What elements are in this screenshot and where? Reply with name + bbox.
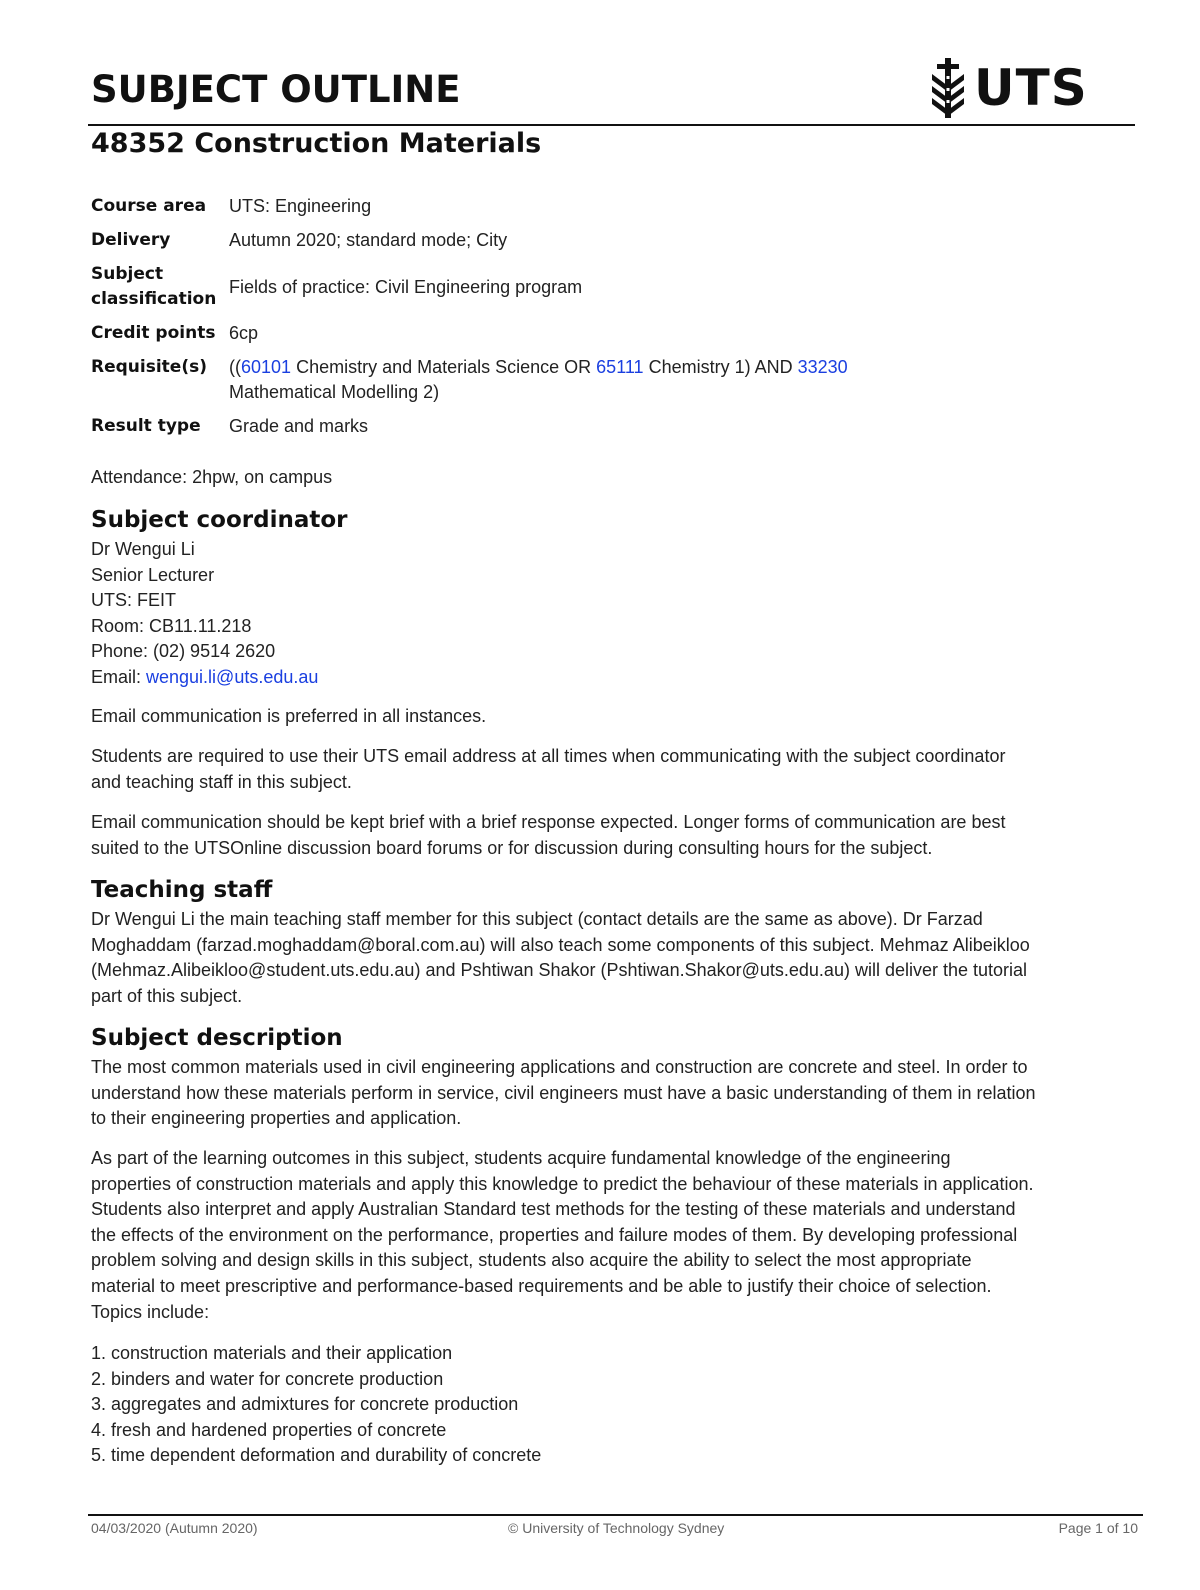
coordinator-room: Room: CB11.11.218 bbox=[91, 615, 252, 636]
header-divider bbox=[88, 124, 1135, 126]
description-p2-line4: the effects of the environment on the performance, properties and failure modes of them. By developing professional bbox=[91, 1224, 1018, 1245]
teaching-staff-line3: (Mehmaz.Alibeikloo@student.uts.edu.au) and Pshtiwan Shakor (Pshtiwan.Shakor@uts.edu.au) will deliver the tutorial bbox=[91, 960, 1028, 981]
list-item: 2. binders and water for concrete production bbox=[91, 1368, 444, 1389]
result-type-row bbox=[91, 414, 1101, 448]
list-item: 3. aggregates and admixtures for concrete production bbox=[91, 1394, 519, 1415]
uts-crest-icon bbox=[928, 56, 968, 120]
teaching-staff-line4: part of this subject. bbox=[91, 985, 243, 1006]
coordinator-heading: Subject coordinator bbox=[91, 507, 348, 533]
description-p2-line6: material to meet prescriptive and performance-based requirements and be able to justify their choice of selection. bbox=[91, 1275, 992, 1296]
description-p2-line1: As part of the learning outcomes in this subject, students acquire fundamental knowledge of the engineering bbox=[91, 1148, 951, 1168]
coordinator-name: Dr Wengui Li bbox=[91, 539, 195, 559]
footer-divider bbox=[88, 1514, 1143, 1516]
classification-value: Fields of practice: Civil Engineering program bbox=[229, 276, 583, 297]
delivery-value: Autumn 2020; standard mode; City bbox=[229, 230, 508, 250]
requisite-prefix: (( bbox=[229, 357, 241, 377]
teaching-staff-line1: Dr Wengui Li the main teaching staff member for this subject (contact details are the same as above). Dr Farzad bbox=[91, 909, 983, 929]
teaching-staff-line2: Moghaddam (farzad.moghaddam@boral.com.au) will also teach some components of this subject. Mehmaz Alibeikloo bbox=[91, 934, 1030, 955]
classification-label-line2: classification bbox=[91, 289, 217, 309]
coordinator-faculty: UTS: FEIT bbox=[91, 590, 176, 611]
coordinator-phone: Phone: (02) 9514 2620 bbox=[91, 641, 276, 662]
description-p1-line1: The most common materials used in civil engineering applications and construction are concrete and steel. In order to bbox=[91, 1057, 1028, 1077]
result-type-value: Grade and marks bbox=[229, 416, 369, 436]
course-area-label: Course area bbox=[91, 196, 207, 216]
email-usage-line1: Students are required to use their UTS email address at all times when communicating with the subject coordinator bbox=[91, 746, 1006, 766]
document-title: SUBJECT OUTLINE bbox=[91, 68, 461, 111]
description-heading: Subject description bbox=[91, 1025, 343, 1051]
footer-copyright: © University of Technology Sydney bbox=[508, 1520, 725, 1536]
attendance-text: Attendance: 2hpw, on campus bbox=[91, 467, 333, 487]
requisites-row bbox=[91, 355, 1101, 414]
email-usage-text bbox=[91, 744, 1136, 795]
description-p2-line2: properties of construction materials and apply this knowledge to predict the behaviour of these materials in application. bbox=[91, 1173, 1034, 1194]
list-item: 4. fresh and hardened properties of concrete bbox=[91, 1419, 447, 1440]
delivery-row bbox=[91, 228, 1101, 262]
requisite-text-1: Chemistry and Materials Science OR bbox=[291, 357, 597, 377]
topics-list bbox=[91, 1341, 541, 1469]
coordinator-email-line bbox=[91, 665, 1136, 691]
requisites-value bbox=[229, 355, 1101, 414]
coordinator-details bbox=[91, 537, 1136, 691]
classification-row bbox=[91, 262, 1101, 321]
coordinator-email-link[interactable]: wengui.li@uts.edu.au bbox=[146, 666, 319, 687]
list-item: 1. construction materials and their application bbox=[91, 1343, 453, 1363]
description-p2-line5: problem solving and design skills in this subject, students also acquire the ability to select the most appropriate bbox=[91, 1250, 972, 1271]
credit-points-row bbox=[91, 321, 1101, 355]
list-item: 5. time dependent deformation and durability of concrete bbox=[91, 1445, 542, 1466]
description-p1-line2: understand how these materials perform in service, civil engineers must have a basic understanding of them in relation bbox=[91, 1082, 1036, 1103]
classification-label bbox=[91, 262, 229, 321]
description-paragraph-1 bbox=[91, 1055, 1136, 1132]
footer-page-number: Page 1 of 10 bbox=[1058, 1520, 1138, 1536]
email-preference-text: Email communication is preferred in all instances. bbox=[91, 706, 487, 726]
description-p2-line3: Students also interpret and apply Australian Standard test methods for the testing of these materials and understand bbox=[91, 1199, 1016, 1220]
email-brevity-line2: suited to the UTSOnline discussion board forums or for discussion during consulting hours for the subject. bbox=[91, 837, 933, 858]
credit-points-label: Credit points bbox=[91, 323, 216, 343]
requisite-link-60101[interactable]: 60101 bbox=[241, 357, 292, 377]
requisite-link-33230[interactable]: 33230 bbox=[797, 357, 848, 377]
teaching-staff-heading: Teaching staff bbox=[91, 877, 273, 903]
uts-logo bbox=[928, 56, 1088, 120]
email-label: Email: bbox=[91, 666, 147, 687]
description-p1-line3: to their engineering properties and application. bbox=[91, 1108, 462, 1129]
footer-date: 04/03/2020 (Autumn 2020) bbox=[91, 1520, 258, 1536]
requisite-text-3: Mathematical Modelling 2) bbox=[229, 382, 440, 402]
description-p2-line7: Topics include: bbox=[91, 1301, 210, 1322]
course-area-value: UTS: Engineering bbox=[229, 196, 372, 216]
requisites-label: Requisite(s) bbox=[91, 357, 207, 377]
teaching-staff-text bbox=[91, 907, 1136, 1009]
classification-label-line1: Subject bbox=[91, 264, 164, 284]
result-type-label: Result type bbox=[91, 416, 201, 436]
requisite-link-65111[interactable]: 65111 bbox=[596, 357, 644, 377]
subject-title: 48352 Construction Materials bbox=[91, 128, 542, 159]
credit-points-value: 6cp bbox=[229, 323, 259, 343]
email-brevity-text bbox=[91, 810, 1136, 861]
requisite-text-2: Chemistry 1) AND bbox=[643, 357, 798, 377]
logo-text: UTS bbox=[974, 59, 1088, 117]
email-brevity-line1: Email communication should be kept brief with a brief response expected. Longer forms of communication are best bbox=[91, 812, 1006, 832]
coordinator-position: Senior Lecturer bbox=[91, 564, 215, 585]
course-area-row bbox=[91, 194, 1101, 228]
subject-details-table bbox=[91, 194, 1101, 448]
email-usage-line2: and teaching staff in this subject. bbox=[91, 771, 352, 792]
delivery-label: Delivery bbox=[91, 230, 171, 250]
description-paragraph-2 bbox=[91, 1146, 1136, 1325]
